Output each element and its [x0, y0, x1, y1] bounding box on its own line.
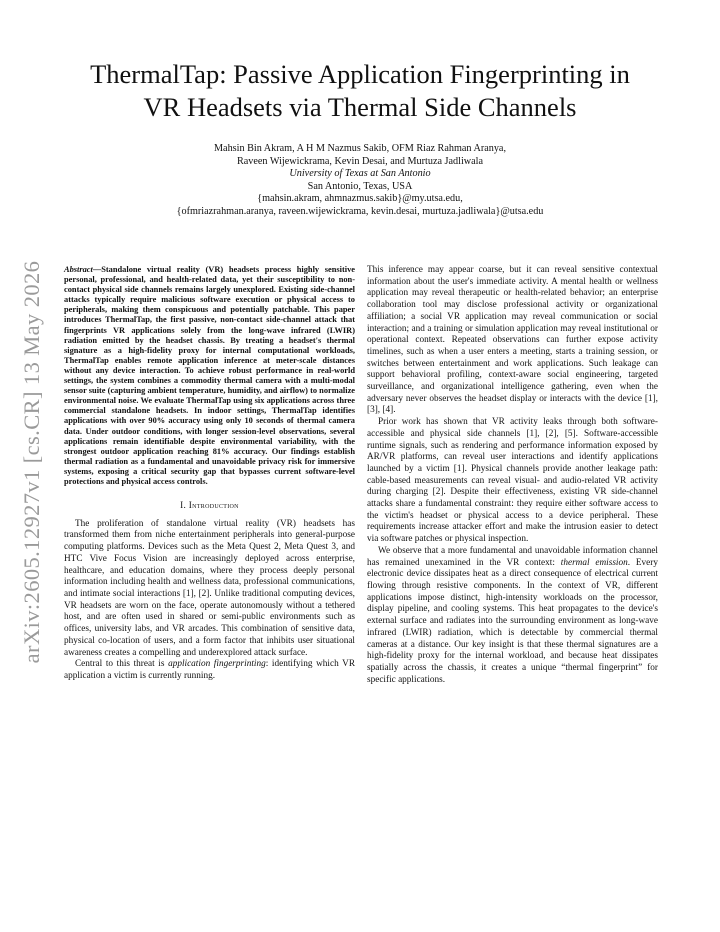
right-paragraph-3: We observe that a more fundamental and unavoidable information channel has remained unexamined in the VR context: thermal emission. Every electronic device dissipates heat as a direct consequence of electrical current flowing through resistive components. In the context of VR, different applications impose distinct, high-intensity workloads on the processor, display pipeline, and cooling systems. This heat propagates to the device's external surface and radiates into the surrounding environment as long-wave infrared (LWIR) radiation, which is detectable by commercial thermal cameras at a distance. Our key insight is that these thermal signatures are a high-fidelity proxy for the internal workload, and because heat dissipates spatially across the chassis, it creates a unique “thermal fingerprint” for specific applications. — [367, 545, 658, 685]
section-heading-introduction — [64, 501, 355, 513]
authors-line-2: Raveen Wijewickrama, Kevin Desai, and Murtuza Jadliwala — [236, 155, 484, 167]
intro-paragraph-1: The proliferation of standalone virtual reality (VR) headsets has transformed them from niche entertainment peripherals into general-purpose computing platforms. Devices such as the Meta Quest 2, Meta Quest 3, and HTC Vive Focus Vision are increasingly deployed across enterprise, healthcare, and education domains, where they process deeply personal information including health and wellness data, professional communications, and intimate social interactions [1], [2]. Unlike traditional computing devices, VR headsets are worn on the face, operate autonomously without a tethered host, and are often used in shared or semi-public environments such as offices, university labs, and VR arcades. This combination of sensitive data, physical co-location of users, and a form factor that inhibits user situational awareness creates a compelling and underexplored attack surface. — [64, 518, 355, 658]
left-column — [64, 265, 355, 683]
intro-paragraph-2: Central to this threat is application fingerprinting: identifying which VR application a victim is currently running. — [64, 659, 355, 681]
abstract — [64, 265, 355, 487]
right-paragraph-2: Prior work has shown that VR activity leaks through both software-accessible and physical side channels [1], [2], [5]. Software-accessible runtime signals, such as rendering and performance information exposed by AR/VR platforms, can reveal user interactions and identify applications launched by a victim [1]. Physical channels provide another leakage path: cable-based measurements can reveal visual- and audio-related VR activity during charging [2]. Despite their effectiveness, existing VR side-channel attacks share a fundamental constraint: they require either software access to the victim's headset or physical access to a device peripheral. These requirements increase attacker effort and make the intrusion easier to detect via software patches or physical inspection. — [367, 417, 658, 545]
right-column — [367, 265, 658, 686]
abstract-text: —Standalone virtual reality (VR) headsets process highly sensitive personal, professional, and health-related data, yet their susceptibility to non-contact physical side channels remains largely unexplored. Existing side-channel attacks typically require malicious software execution or physical access to peripherals, making them conspicuous and potentially patchable. This paper introduces ThermalTap, the first passive, non-contact side-channel attack that fingerprints VR applications solely from the long-wave infrared (LWIR) radiation emitted by the headset chassis. By treating a headset's thermal signature as a high-fidelity proxy for internal computational workloads, ThermalTap enables remote application inference at meter-scale distances without any device interaction. To achieve robust performance in real-world settings, the system combines a commodity thermal camera with a multi-modal sensor suite (capturing ambient temperature, humidity, and airflow) to normalize environmental noise. We evaluate ThermalTap using six applications across three commercial standalone headsets. In indoor settings, ThermalTap identifies applications with over 90% accuracy using only 10 seconds of thermal camera data. Under outdoor conditions, with longer session-level observations, several applications remain identifiable despite environmental variability, with the strongest outdoor application reaching 81% accuracy. Our findings establish thermal radiation as a fundamental and unavoidable privacy risk for immersive systems, exposing a critical security gap that bypasses current software-level protections and physical access controls. — [64, 265, 355, 486]
title-line-1: ThermalTap: Passive Application Fingerprinting in — [90, 59, 630, 89]
abstract-label: Abstract — [64, 265, 93, 274]
title-line-2: VR Headsets via Thermal Side Channels — [143, 92, 577, 122]
section-number: I. — [180, 501, 187, 512]
right-paragraph-1: This inference may appear coarse, but it can reveal sensitive contextual information about the user's immediate activity. A mental health or wellness application may reveal therapeutic or health-related behavior; an enterprise collaboration tool may disclose professional activity or organizational affiliation; a social VR application may reveal communication or social interaction; and a training or simulation application may reveal institutional or operational context. Repeated observations can further expose activity timelines, such as when a user enters a meeting, starts a training session, or switches between entertainment and work applications. Such leakage can support behavioral profiling, context-aware social engineering, targeted surveillance, and organizational intelligence gathering, even when the adversary never observes the headset display or interacts with the device [1], [3], [4]. — [367, 265, 658, 416]
section-title: Introduction — [188, 501, 239, 512]
emails-line-2: {ofmriazrahman.aranya, raveen.wijewickrama, kevin.desai, murtuza.jadliwala}@utsa.edu — [176, 205, 544, 217]
authors-line-1: Mahsin Bin Akram, A H M Nazmus Sakib, OFM Riaz Rahman Aranya, — [213, 143, 507, 154]
affiliation: University of Texas at San Antonio — [289, 168, 431, 180]
author-block — [40, 143, 680, 219]
paper-title — [40, 58, 680, 124]
emphasis-thermal-emission: thermal emission — [560, 557, 628, 568]
emails-line-1: {mahsin.akram, ahmnazmus.sakib}@my.utsa.edu, — [257, 193, 463, 205]
location: San Antonio, Texas, USA — [307, 180, 413, 192]
emphasis-application-fingerprinting: application fingerprinting — [168, 659, 266, 670]
